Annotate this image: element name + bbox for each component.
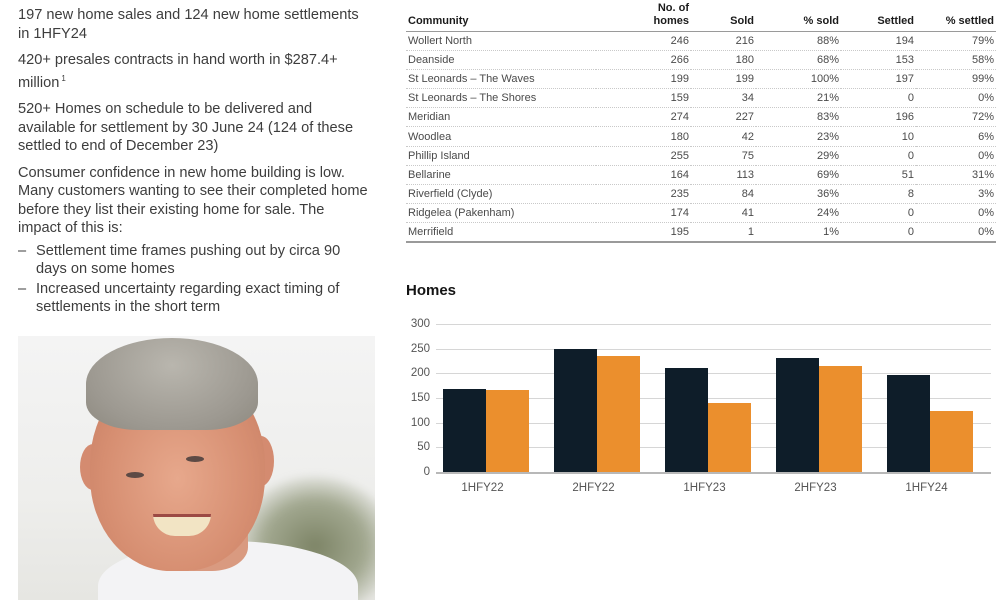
bar-settlements xyxy=(708,403,751,472)
cell-no-of-homes: 235 xyxy=(596,184,691,203)
cell-pct-sold: 69% xyxy=(756,165,841,184)
cell-pct-settled: 99% xyxy=(916,70,996,89)
bar-group xyxy=(554,324,664,472)
bar-group xyxy=(665,324,775,472)
cell-pct-settled: 58% xyxy=(916,51,996,70)
eye-right xyxy=(186,456,204,462)
y-axis-tick-label: 100 xyxy=(410,416,430,429)
x-axis-tick-label: 1HFY23 xyxy=(683,482,726,494)
cell-community: Wollert North xyxy=(406,32,596,51)
community-stats-table xyxy=(406,2,996,243)
bar-sales xyxy=(665,368,708,472)
header-pct-sold: % sold xyxy=(756,2,841,32)
cell-pct-sold: 83% xyxy=(756,108,841,127)
table-row xyxy=(406,222,996,241)
highlight-sales-settlements xyxy=(18,6,368,43)
table-row xyxy=(406,32,996,51)
cell-no-of-homes: 266 xyxy=(596,51,691,70)
highlight-presales xyxy=(18,51,368,92)
cell-settled: 194 xyxy=(841,32,916,51)
cell-settled: 197 xyxy=(841,70,916,89)
chart-plot-area xyxy=(410,318,996,494)
cell-settled: 0 xyxy=(841,203,916,222)
x-axis-tick-label: 2HFY23 xyxy=(794,482,837,494)
impact-item xyxy=(18,280,368,317)
header-pct-settled: % settled xyxy=(916,2,996,32)
x-axis-tick-label: 1HFY24 xyxy=(905,482,948,494)
table-row xyxy=(406,89,996,108)
y-axis-tick-label: 250 xyxy=(410,342,430,355)
cell-settled: 0 xyxy=(841,146,916,165)
bar-settlements xyxy=(930,411,973,472)
impact-text: Settlement time frames pushing out by circa 90 days on some homes xyxy=(36,242,341,277)
cell-community: Bellarine xyxy=(406,165,596,184)
cell-sold: 75 xyxy=(691,146,756,165)
table-row xyxy=(406,51,996,70)
x-axis-tick-label: 1HFY22 xyxy=(461,482,504,494)
cell-no-of-homes: 180 xyxy=(596,127,691,146)
cell-no-of-homes: 159 xyxy=(596,89,691,108)
cell-community: Meridian xyxy=(406,108,596,127)
impact-list xyxy=(18,242,368,317)
highlights-column xyxy=(18,6,368,318)
cell-community: Ridgelea (Pakenham) xyxy=(406,203,596,222)
highlight-text: 520+ Homes on schedule to be delivered and available for settlement by 30 June 24 (124 of these settled to end of December 23) xyxy=(18,101,354,154)
cell-community: Riverfield (Clyde) xyxy=(406,184,596,203)
cell-sold: 180 xyxy=(691,51,756,70)
table-body xyxy=(406,32,996,242)
highlight-consumer-confidence xyxy=(18,164,368,238)
cell-pct-sold: 36% xyxy=(756,184,841,203)
cell-sold: 113 xyxy=(691,165,756,184)
y-axis-tick-label: 300 xyxy=(410,318,430,330)
cell-pct-sold: 29% xyxy=(756,146,841,165)
cell-pct-settled: 79% xyxy=(916,32,996,51)
bar-settlements xyxy=(819,366,862,472)
chart-title: Homes xyxy=(406,282,457,299)
gridline xyxy=(436,472,991,474)
cell-pct-sold: 23% xyxy=(756,127,841,146)
cell-settled: 51 xyxy=(841,165,916,184)
cell-pct-sold: 88% xyxy=(756,32,841,51)
homes-bar-chart xyxy=(406,282,996,502)
cell-settled: 196 xyxy=(841,108,916,127)
cell-pct-settled: 0% xyxy=(916,89,996,108)
highlight-text: Consumer confidence in new home building is low. Many customers wanting to see their completed home before they list their existing home for sale. The impact of this is: xyxy=(18,164,368,236)
dash-bullet-icon: – xyxy=(18,280,27,297)
cell-pct-settled: 0% xyxy=(916,203,996,222)
cell-sold: 1 xyxy=(691,222,756,241)
cell-pct-sold: 21% xyxy=(756,89,841,108)
cell-pct-settled: 0% xyxy=(916,146,996,165)
cell-sold: 216 xyxy=(691,32,756,51)
table-row xyxy=(406,203,996,222)
cell-no-of-homes: 199 xyxy=(596,70,691,89)
cell-settled: 8 xyxy=(841,184,916,203)
cell-sold: 84 xyxy=(691,184,756,203)
cell-no-of-homes: 195 xyxy=(596,222,691,241)
cell-no-of-homes: 255 xyxy=(596,146,691,165)
impact-item xyxy=(18,242,368,279)
bar-group xyxy=(443,324,553,472)
y-axis-tick-label: 200 xyxy=(410,367,430,380)
cell-community: Woodlea xyxy=(406,127,596,146)
highlight-text: 420+ presales contracts in hand worth in $287.4+ million xyxy=(18,52,338,91)
header-settled: Settled xyxy=(841,2,916,32)
table-row xyxy=(406,70,996,89)
cell-pct-settled: 31% xyxy=(916,165,996,184)
y-axis-tick-label: 50 xyxy=(417,441,430,454)
community-table xyxy=(406,2,996,243)
bar-group xyxy=(776,324,886,472)
cell-community: Phillip Island xyxy=(406,146,596,165)
y-axis-tick-label: 150 xyxy=(410,392,430,404)
portrait-photo xyxy=(18,336,375,600)
bar-settlements xyxy=(597,356,640,472)
cell-sold: 199 xyxy=(691,70,756,89)
header-no-of-homes: No. of homes xyxy=(596,2,691,32)
highlight-text: 197 new home sales and 124 new home settlements in 1HFY24 xyxy=(18,7,359,42)
footnote-marker: 1 xyxy=(61,73,66,83)
highlight-homes-on-schedule xyxy=(18,100,368,156)
table-row xyxy=(406,165,996,184)
bar-sales xyxy=(443,389,486,472)
cell-community: Deanside xyxy=(406,51,596,70)
cell-sold: 42 xyxy=(691,127,756,146)
cell-sold: 34 xyxy=(691,89,756,108)
table-row xyxy=(406,127,996,146)
cell-pct-settled: 72% xyxy=(916,108,996,127)
cell-pct-settled: 3% xyxy=(916,184,996,203)
cell-no-of-homes: 164 xyxy=(596,165,691,184)
cell-pct-settled: 0% xyxy=(916,222,996,241)
x-axis-tick-label: 2HFY22 xyxy=(572,482,615,494)
cell-no-of-homes: 246 xyxy=(596,32,691,51)
bar-sales xyxy=(776,358,819,472)
cell-pct-settled: 6% xyxy=(916,127,996,146)
table-row xyxy=(406,184,996,203)
bar-sales xyxy=(887,375,930,472)
hair xyxy=(86,338,258,430)
cell-community: St Leonards – The Waves xyxy=(406,70,596,89)
cell-no-of-homes: 174 xyxy=(596,203,691,222)
bar-sales xyxy=(554,349,597,472)
header-community: Community xyxy=(406,2,596,32)
dash-bullet-icon: – xyxy=(18,242,27,259)
cell-no-of-homes: 274 xyxy=(596,108,691,127)
cell-community: St Leonards – The Shores xyxy=(406,89,596,108)
cell-pct-sold: 24% xyxy=(756,203,841,222)
cell-settled: 0 xyxy=(841,222,916,241)
cell-settled: 0 xyxy=(841,89,916,108)
bar-group xyxy=(887,324,997,472)
eye-left xyxy=(126,472,144,478)
cell-pct-sold: 68% xyxy=(756,51,841,70)
impact-text: Increased uncertainty regarding exact timing of settlements in the short term xyxy=(36,280,340,315)
header-sold: Sold xyxy=(691,2,756,32)
cell-settled: 10 xyxy=(841,127,916,146)
table-header-row xyxy=(406,2,996,32)
cell-settled: 153 xyxy=(841,51,916,70)
cell-sold: 227 xyxy=(691,108,756,127)
cell-sold: 41 xyxy=(691,203,756,222)
cell-pct-sold: 1% xyxy=(756,222,841,241)
y-axis-tick-label: 0 xyxy=(423,466,430,478)
table-row xyxy=(406,146,996,165)
cell-pct-sold: 100% xyxy=(756,70,841,89)
cell-community: Merrifield xyxy=(406,222,596,241)
bar-settlements xyxy=(486,390,529,472)
table-row xyxy=(406,108,996,127)
